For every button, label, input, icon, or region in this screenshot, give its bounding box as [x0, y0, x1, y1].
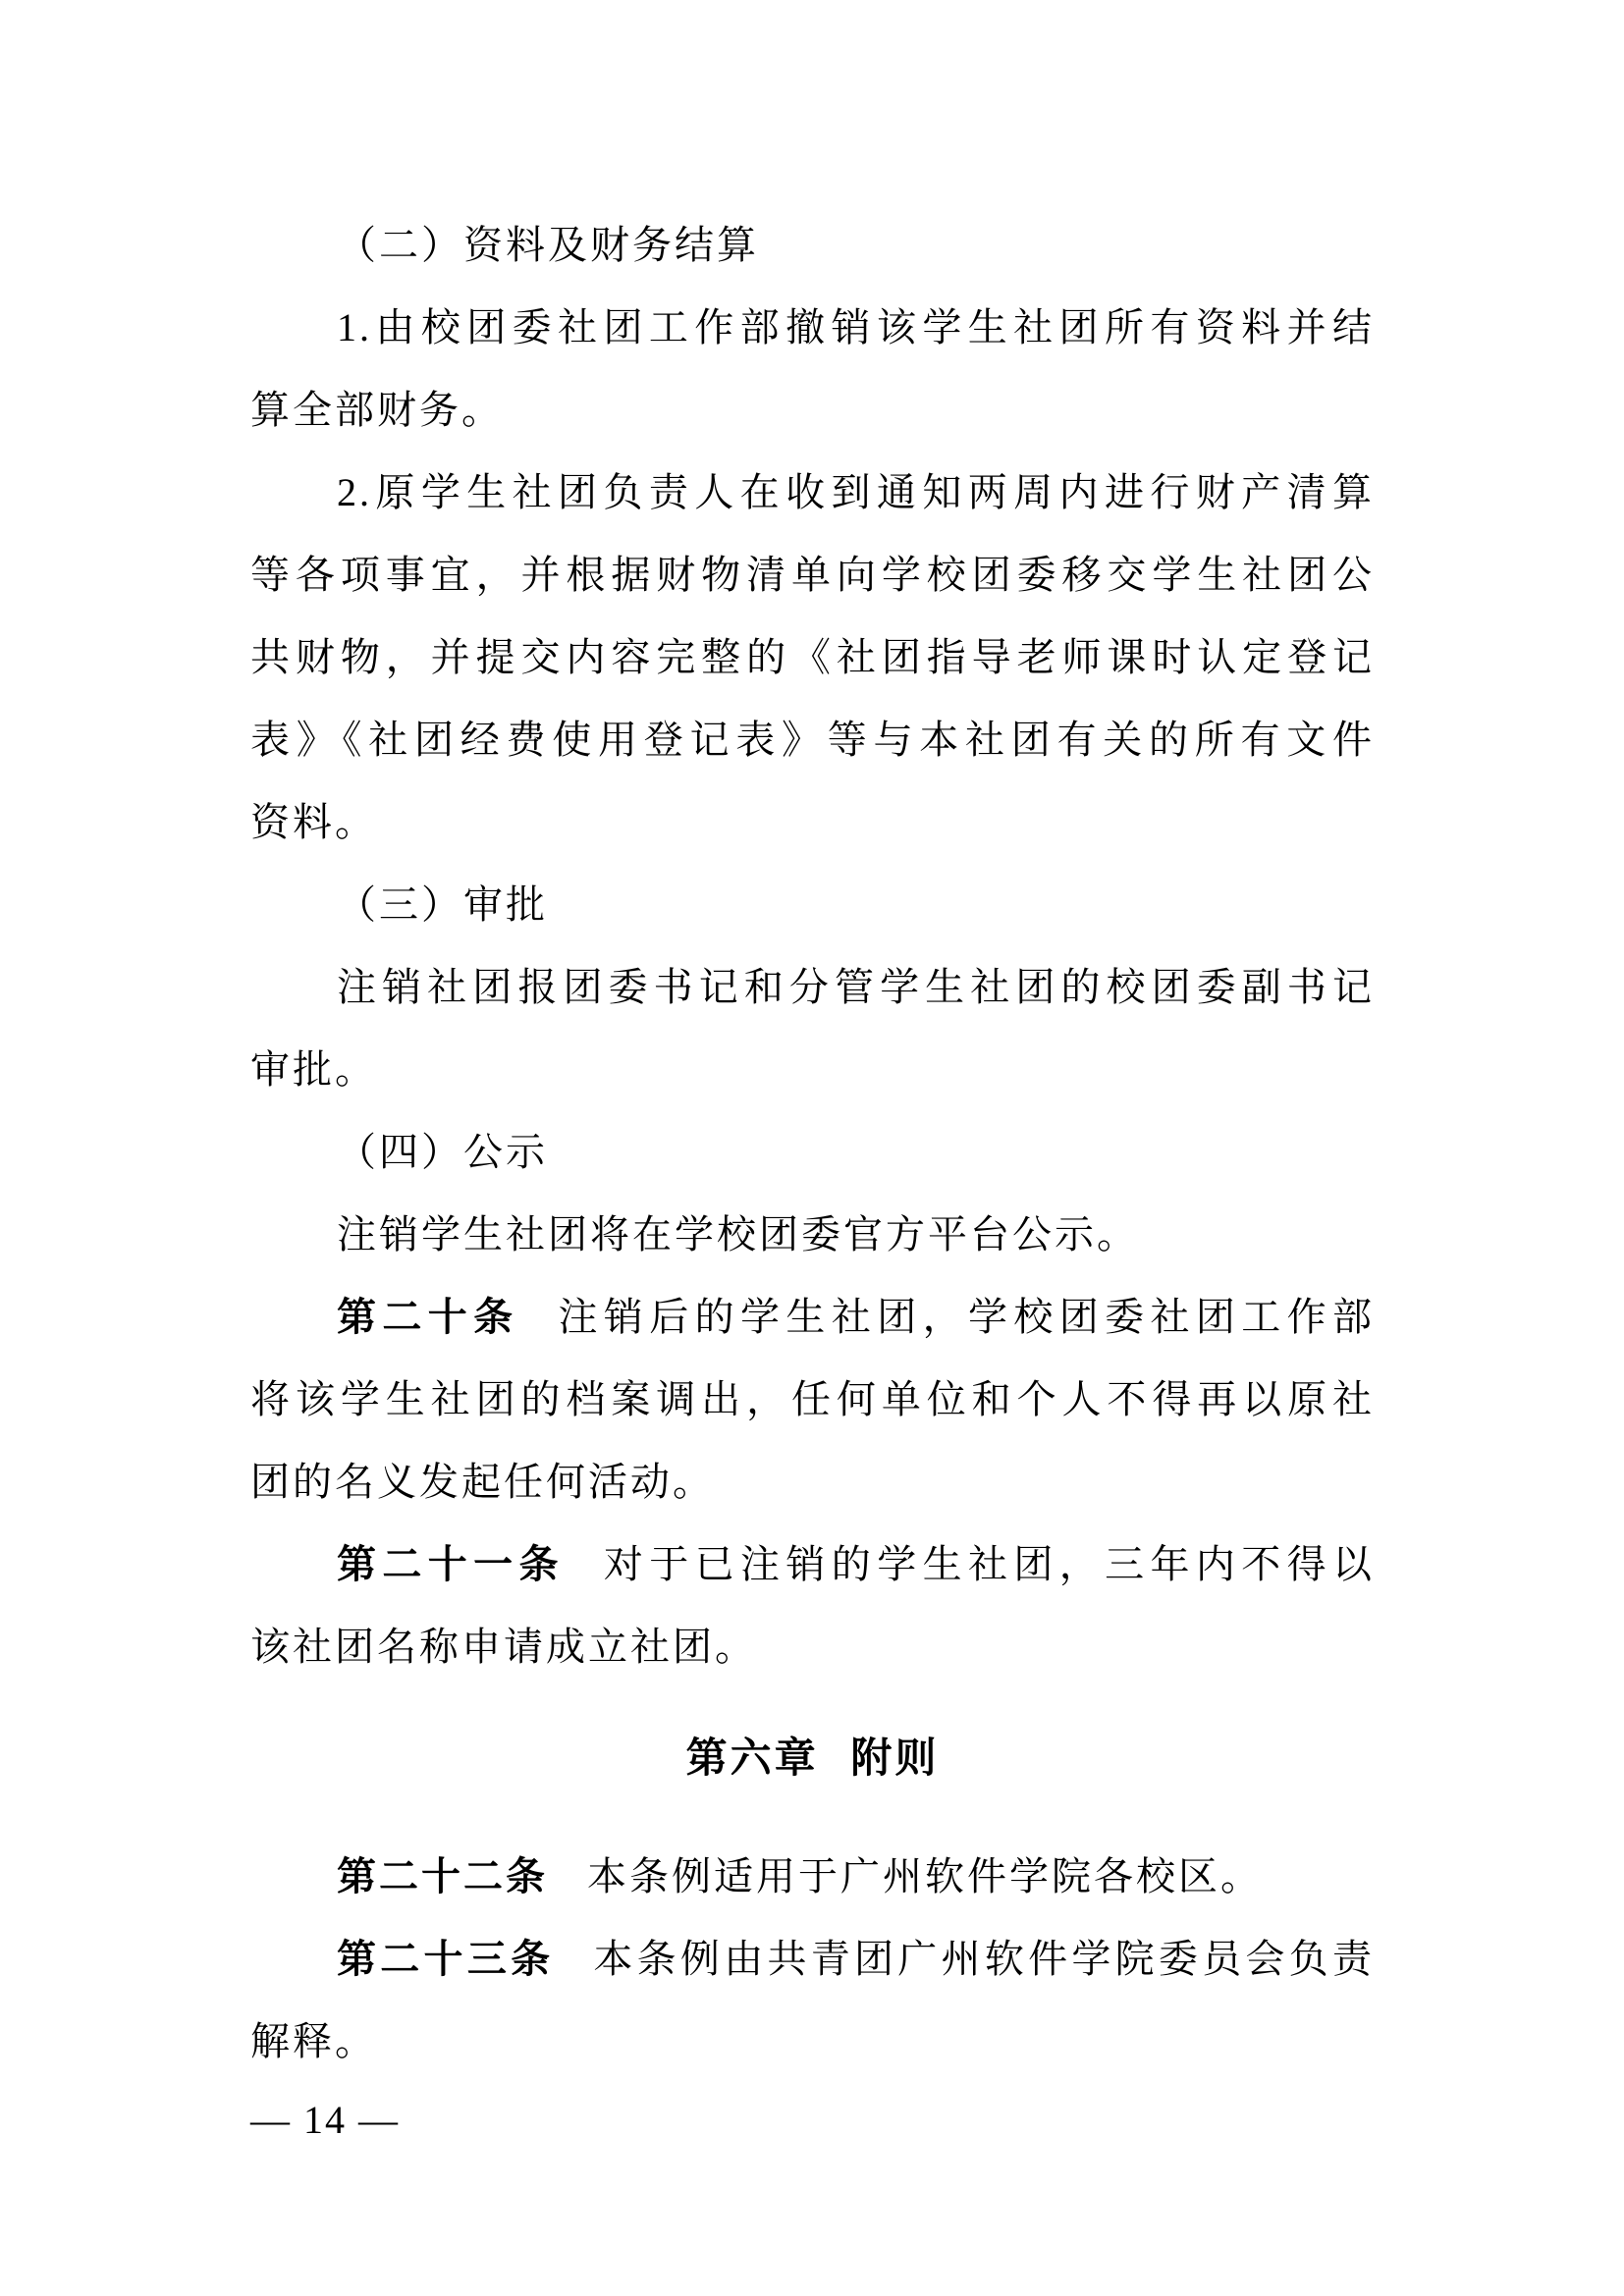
text-line: 资料。: [250, 800, 377, 844]
text-line: 表》《社团经费使用登记表》等与本社团有关的所有文件: [250, 718, 1375, 762]
text-line: 共财物，并提交内容完整的《社团指导老师课时认定登记: [250, 635, 1375, 679]
article-number: 第二十二条: [337, 1855, 548, 1898]
text-line: [250, 1523, 1375, 1606]
article-text: 本条例由共青团广州软件学院委员会负责: [593, 1937, 1376, 1981]
page-number: — 14 —: [250, 2098, 400, 2142]
text-line: 团的名义发起任何活动。: [250, 1460, 715, 1504]
article-text: 本条例适用于广州软件学院各校区。: [587, 1854, 1263, 1898]
article-number: 第二十三条: [337, 1938, 555, 1981]
text-line: 注销学生社团将在学校团委官方平台公示。: [337, 1212, 1139, 1256]
chapter-heading: 第六章 附则: [685, 1735, 940, 1781]
text-line: 2.原学生社团负责人在收到通知两周内进行财产清算: [337, 470, 1375, 514]
article-number: 第二十条: [337, 1296, 519, 1339]
text-line: 该社团名称申请成立社团。: [250, 1625, 757, 1669]
text-line: 算全部财务。: [250, 388, 504, 432]
text-line: 解释。: [250, 2019, 377, 2063]
text-line: （四）公示: [337, 1130, 548, 1174]
article-text: 注销后的学生社团，学校团委社团工作部: [558, 1295, 1376, 1339]
text-line: [250, 1276, 1375, 1359]
article-text: 对于已注销的学生社团，三年内不得以: [603, 1542, 1376, 1586]
document-body: [250, 204, 1375, 2083]
text-line: 审批。: [250, 1047, 377, 1092]
text-line: [250, 1918, 1375, 2001]
text-line: （二）资料及财务结算: [337, 223, 759, 267]
text-line: 1.由校团委社团工作部撤销该学生社团所有资料并结: [337, 305, 1375, 349]
text-line: 注销社团报团委书记和分管学生社团的校团委副书记: [337, 965, 1375, 1009]
text-line: 将该学生社团的档案调出，任何单位和个人不得再以原社: [250, 1377, 1375, 1421]
text-line: 等各项事宜，并根据财物清单向学校团委移交学生社团公: [250, 553, 1375, 597]
text-line: [250, 1836, 1375, 1918]
text-line: （三）审批: [337, 882, 548, 927]
article-number: 第二十一条: [337, 1543, 565, 1586]
